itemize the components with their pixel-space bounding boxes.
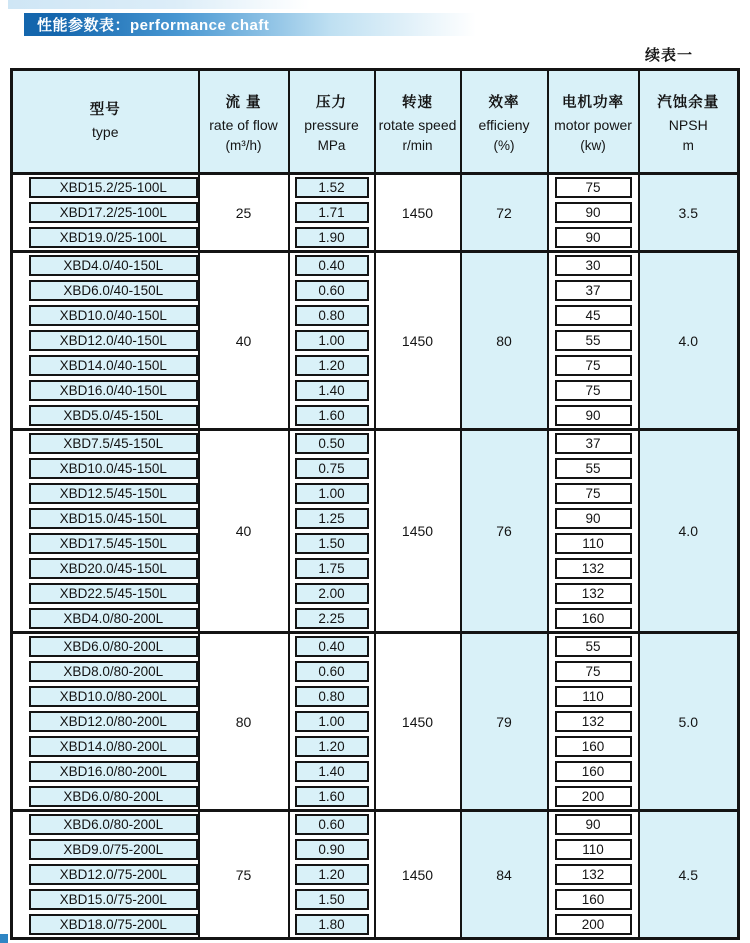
column-header-npsh-en: NPSH <box>668 116 708 133</box>
table-header-row <box>12 70 739 174</box>
power-cell-value: 132 <box>555 711 632 732</box>
pressure-cell-value: 1.20 <box>295 864 369 885</box>
pressure-cell <box>289 811 375 838</box>
model-cell <box>12 278 199 303</box>
model-cell-value: XBD5.0/45-150L <box>29 405 198 426</box>
column-header-efficiency-unit: (%) <box>493 137 515 153</box>
efficiency-cell-group-1: 72 <box>461 174 548 252</box>
model-cell-value: XBD15.2/25-100L <box>29 177 198 198</box>
model-cell <box>12 303 199 328</box>
model-cell <box>12 887 199 912</box>
pressure-cell-value: 0.80 <box>295 686 369 707</box>
pressure-cell <box>289 403 375 430</box>
power-cell-value: 75 <box>555 380 632 401</box>
power-cell-value: 75 <box>555 483 632 504</box>
column-header-pressure <box>289 70 375 174</box>
power-cell-value: 90 <box>555 814 632 835</box>
top-decoration-strip <box>8 0 310 9</box>
pressure-cell <box>289 303 375 328</box>
power-cell-value: 160 <box>555 608 632 629</box>
power-cell <box>548 862 639 887</box>
power-cell <box>548 278 639 303</box>
efficiency-cell-group-5: 84 <box>461 811 548 939</box>
model-cell-value: XBD12.0/75-200L <box>29 864 198 885</box>
power-cell <box>548 200 639 225</box>
model-cell-value: XBD16.0/40-150L <box>29 380 198 401</box>
model-cell-value: XBD4.0/80-200L <box>29 608 198 629</box>
model-cell-value: XBD14.0/80-200L <box>29 736 198 757</box>
pressure-cell-value: 1.20 <box>295 736 369 757</box>
power-cell <box>548 353 639 378</box>
pressure-cell <box>289 837 375 862</box>
pressure-cell <box>289 278 375 303</box>
model-cell <box>12 252 199 279</box>
pressure-cell-value: 1.25 <box>295 508 369 529</box>
power-cell <box>548 734 639 759</box>
pressure-cell <box>289 784 375 811</box>
model-cell-value: XBD15.0/45-150L <box>29 508 198 529</box>
model-cell-value: XBD17.5/45-150L <box>29 533 198 554</box>
model-cell <box>12 811 199 838</box>
model-cell <box>12 912 199 939</box>
power-cell <box>548 659 639 684</box>
pressure-cell <box>289 328 375 353</box>
pressure-cell-value: 1.50 <box>295 533 369 554</box>
model-cell-value: XBD16.0/80-200L <box>29 761 198 782</box>
power-cell <box>548 606 639 633</box>
model-cell <box>12 784 199 811</box>
model-cell-value: XBD22.5/45-150L <box>29 583 198 604</box>
power-cell <box>548 531 639 556</box>
table-header <box>12 70 739 174</box>
power-cell-value: 110 <box>555 686 632 707</box>
column-header-pressure-cn: 压力 <box>316 94 347 111</box>
column-header-power-en: motor power <box>554 116 632 133</box>
pressure-cell-value: 2.00 <box>295 583 369 604</box>
section-banner <box>24 13 476 36</box>
model-cell-value: XBD12.5/45-150L <box>29 483 198 504</box>
pressure-cell <box>289 531 375 556</box>
column-header-speed <box>375 70 461 174</box>
pressure-cell <box>289 556 375 581</box>
column-header-pressure-unit: MPa <box>317 137 346 153</box>
model-cell <box>12 606 199 633</box>
section-title: 性能参数表：performance chaft <box>37 17 270 34</box>
table-row <box>12 811 739 838</box>
speed-cell-group-1: 1450 <box>375 174 461 252</box>
flow-cell-group-1: 25 <box>199 174 289 252</box>
efficiency-cell-group-2: 80 <box>461 252 548 430</box>
flow-cell-group-2: 40 <box>199 252 289 430</box>
npsh-cell-group-1: 3.5 <box>639 174 739 252</box>
model-cell <box>12 353 199 378</box>
column-header-speed-unit: r/min <box>402 137 433 153</box>
pressure-cell-value: 1.40 <box>295 761 369 782</box>
table-row <box>12 430 739 457</box>
column-header-type <box>12 70 199 174</box>
column-header-flow-unit: (m³/h) <box>225 137 262 153</box>
pressure-cell <box>289 252 375 279</box>
pressure-cell <box>289 912 375 939</box>
performance-table <box>10 68 740 940</box>
pressure-cell <box>289 633 375 660</box>
model-cell-value: XBD6.0/40-150L <box>29 280 198 301</box>
power-cell-value: 90 <box>555 202 632 223</box>
table-row <box>12 633 739 660</box>
model-cell <box>12 506 199 531</box>
pressure-cell-value: 0.40 <box>295 255 369 276</box>
pressure-cell <box>289 606 375 633</box>
efficiency-cell-group-4: 79 <box>461 633 548 811</box>
model-cell <box>12 456 199 481</box>
power-cell <box>548 759 639 784</box>
power-cell-value: 37 <box>555 280 632 301</box>
pressure-cell-value: 1.20 <box>295 355 369 376</box>
power-cell-value: 45 <box>555 305 632 326</box>
power-cell <box>548 303 639 328</box>
model-cell-value: XBD20.0/45-150L <box>29 558 198 579</box>
pressure-cell-value: 1.00 <box>295 483 369 504</box>
pressure-cell-value: 1.71 <box>295 202 369 223</box>
power-cell <box>548 252 639 279</box>
model-cell-value: XBD6.0/80-200L <box>29 636 198 657</box>
power-cell <box>548 225 639 252</box>
column-header-power <box>548 70 639 174</box>
flow-cell-group-5: 75 <box>199 811 289 939</box>
pressure-cell <box>289 862 375 887</box>
pressure-cell <box>289 759 375 784</box>
power-cell-value: 75 <box>555 177 632 198</box>
column-header-speed-cn: 转速 <box>402 94 433 111</box>
power-cell-value: 132 <box>555 864 632 885</box>
speed-cell-group-2: 1450 <box>375 252 461 430</box>
power-cell-value: 160 <box>555 889 632 910</box>
power-cell <box>548 430 639 457</box>
pressure-cell-value: 1.80 <box>295 914 369 935</box>
table-row <box>12 252 739 279</box>
pressure-cell <box>289 581 375 606</box>
pressure-cell-value: 0.60 <box>295 814 369 835</box>
model-cell <box>12 531 199 556</box>
power-cell-value: 55 <box>555 458 632 479</box>
power-cell-value: 75 <box>555 355 632 376</box>
pressure-cell <box>289 225 375 252</box>
model-cell <box>12 556 199 581</box>
column-header-pressure-en: pressure <box>304 116 359 133</box>
pressure-cell-value: 1.90 <box>295 227 369 248</box>
model-cell-value: XBD10.0/80-200L <box>29 686 198 707</box>
pressure-cell <box>289 456 375 481</box>
column-header-efficiency <box>461 70 548 174</box>
model-cell <box>12 862 199 887</box>
model-cell <box>12 659 199 684</box>
pressure-cell <box>289 430 375 457</box>
model-cell-value: XBD17.2/25-100L <box>29 202 198 223</box>
power-cell-value: 55 <box>555 636 632 657</box>
column-header-flow-cn: 流 量 <box>225 94 262 111</box>
model-cell-value: XBD6.0/80-200L <box>29 786 198 807</box>
power-cell <box>548 811 639 838</box>
pressure-cell <box>289 659 375 684</box>
pressure-cell <box>289 353 375 378</box>
model-cell <box>12 225 199 252</box>
pressure-cell-value: 1.75 <box>295 558 369 579</box>
power-cell-value: 75 <box>555 661 632 682</box>
power-cell-value: 110 <box>555 533 632 554</box>
model-cell-value: XBD10.0/40-150L <box>29 305 198 326</box>
npsh-cell-group-4: 5.0 <box>639 633 739 811</box>
power-cell <box>548 709 639 734</box>
model-cell-value: XBD9.0/75-200L <box>29 839 198 860</box>
power-cell <box>548 837 639 862</box>
model-cell <box>12 403 199 430</box>
power-cell-value: 110 <box>555 839 632 860</box>
model-cell-value: XBD18.0/75-200L <box>29 914 198 935</box>
pressure-cell <box>289 709 375 734</box>
pressure-cell-value: 1.50 <box>295 889 369 910</box>
model-cell <box>12 837 199 862</box>
model-cell-value: XBD12.0/40-150L <box>29 330 198 351</box>
pressure-cell-value: 0.60 <box>295 661 369 682</box>
model-cell-value: XBD7.5/45-150L <box>29 433 198 454</box>
power-cell <box>548 912 639 939</box>
column-header-efficiency-cn: 效率 <box>488 94 520 111</box>
model-cell-value: XBD8.0/80-200L <box>29 661 198 682</box>
pressure-cell <box>289 378 375 403</box>
column-header-flow <box>199 70 289 174</box>
power-cell <box>548 481 639 506</box>
pressure-cell-value: 0.40 <box>295 636 369 657</box>
pressure-cell-value: 1.00 <box>295 711 369 732</box>
model-cell <box>12 709 199 734</box>
power-cell-value: 90 <box>555 508 632 529</box>
power-cell <box>548 784 639 811</box>
model-cell <box>12 174 199 201</box>
power-cell-value: 132 <box>555 558 632 579</box>
pressure-cell-value: 2.25 <box>295 608 369 629</box>
pressure-cell <box>289 684 375 709</box>
continued-table-label: 续表一 <box>645 47 694 64</box>
pressure-cell-value: 0.80 <box>295 305 369 326</box>
speed-cell-group-3: 1450 <box>375 430 461 633</box>
power-cell <box>548 633 639 660</box>
pressure-cell-value: 1.60 <box>295 786 369 807</box>
model-cell-value: XBD12.0/80-200L <box>29 711 198 732</box>
pressure-cell <box>289 734 375 759</box>
power-cell <box>548 456 639 481</box>
model-cell-value: XBD6.0/80-200L <box>29 814 198 835</box>
power-cell-value: 90 <box>555 227 632 248</box>
power-cell <box>548 556 639 581</box>
model-cell <box>12 481 199 506</box>
column-header-npsh-unit: m <box>682 137 694 153</box>
model-cell-value: XBD14.0/40-150L <box>29 355 198 376</box>
power-cell <box>548 174 639 201</box>
power-cell-value: 55 <box>555 330 632 351</box>
model-cell <box>12 328 199 353</box>
pressure-cell-value: 1.00 <box>295 330 369 351</box>
column-header-power-unit: (kw) <box>580 137 606 153</box>
model-cell <box>12 200 199 225</box>
power-cell-value: 90 <box>555 405 632 426</box>
pressure-cell-value: 1.60 <box>295 405 369 426</box>
npsh-cell-group-2: 4.0 <box>639 252 739 430</box>
power-cell <box>548 378 639 403</box>
page-corner-mark <box>0 934 8 943</box>
efficiency-cell-group-3: 76 <box>461 430 548 633</box>
power-cell-value: 30 <box>555 255 632 276</box>
model-cell <box>12 633 199 660</box>
column-header-efficiency-en: efficieny <box>478 116 530 133</box>
column-header-speed-en: rotate speed <box>378 116 457 133</box>
flow-cell-group-3: 40 <box>199 430 289 633</box>
model-cell <box>12 734 199 759</box>
column-header-npsh-cn: 汽蚀余量 <box>657 94 720 111</box>
npsh-cell-group-5: 4.5 <box>639 811 739 939</box>
speed-cell-group-4: 1450 <box>375 633 461 811</box>
power-cell-value: 200 <box>555 786 632 807</box>
model-cell <box>12 378 199 403</box>
model-cell <box>12 684 199 709</box>
table-row <box>12 174 739 201</box>
column-header-power-cn: 电机功率 <box>562 94 624 111</box>
model-cell <box>12 759 199 784</box>
model-cell <box>12 581 199 606</box>
pressure-cell-value: 1.52 <box>295 177 369 198</box>
power-cell <box>548 581 639 606</box>
pressure-cell-value: 0.75 <box>295 458 369 479</box>
table-body <box>12 174 739 939</box>
power-cell-value: 37 <box>555 433 632 454</box>
model-cell <box>12 430 199 457</box>
power-cell <box>548 887 639 912</box>
flow-cell-group-4: 80 <box>199 633 289 811</box>
column-header-type-en: type <box>92 124 119 140</box>
pressure-cell <box>289 506 375 531</box>
power-cell-value: 160 <box>555 761 632 782</box>
npsh-cell-group-3: 4.0 <box>639 430 739 633</box>
model-cell-value: XBD4.0/40-150L <box>29 255 198 276</box>
pressure-cell-value: 0.60 <box>295 280 369 301</box>
model-cell-value: XBD10.0/45-150L <box>29 458 198 479</box>
power-cell <box>548 684 639 709</box>
power-cell <box>548 328 639 353</box>
pressure-cell <box>289 481 375 506</box>
power-cell-value: 200 <box>555 914 632 935</box>
model-cell-value: XBD15.0/75-200L <box>29 889 198 910</box>
pressure-cell-value: 1.40 <box>295 380 369 401</box>
power-cell-value: 160 <box>555 736 632 757</box>
pressure-cell-value: 0.90 <box>295 839 369 860</box>
pressure-cell <box>289 200 375 225</box>
column-header-flow-en: rate of flow <box>209 116 278 133</box>
power-cell-value: 132 <box>555 583 632 604</box>
pressure-cell <box>289 887 375 912</box>
pressure-cell <box>289 174 375 201</box>
column-header-npsh <box>639 70 739 174</box>
power-cell <box>548 403 639 430</box>
column-header-type-cn: 型号 <box>89 102 121 118</box>
power-cell <box>548 506 639 531</box>
pressure-cell-value: 0.50 <box>295 433 369 454</box>
model-cell-value: XBD19.0/25-100L <box>29 227 198 248</box>
speed-cell-group-5: 1450 <box>375 811 461 939</box>
